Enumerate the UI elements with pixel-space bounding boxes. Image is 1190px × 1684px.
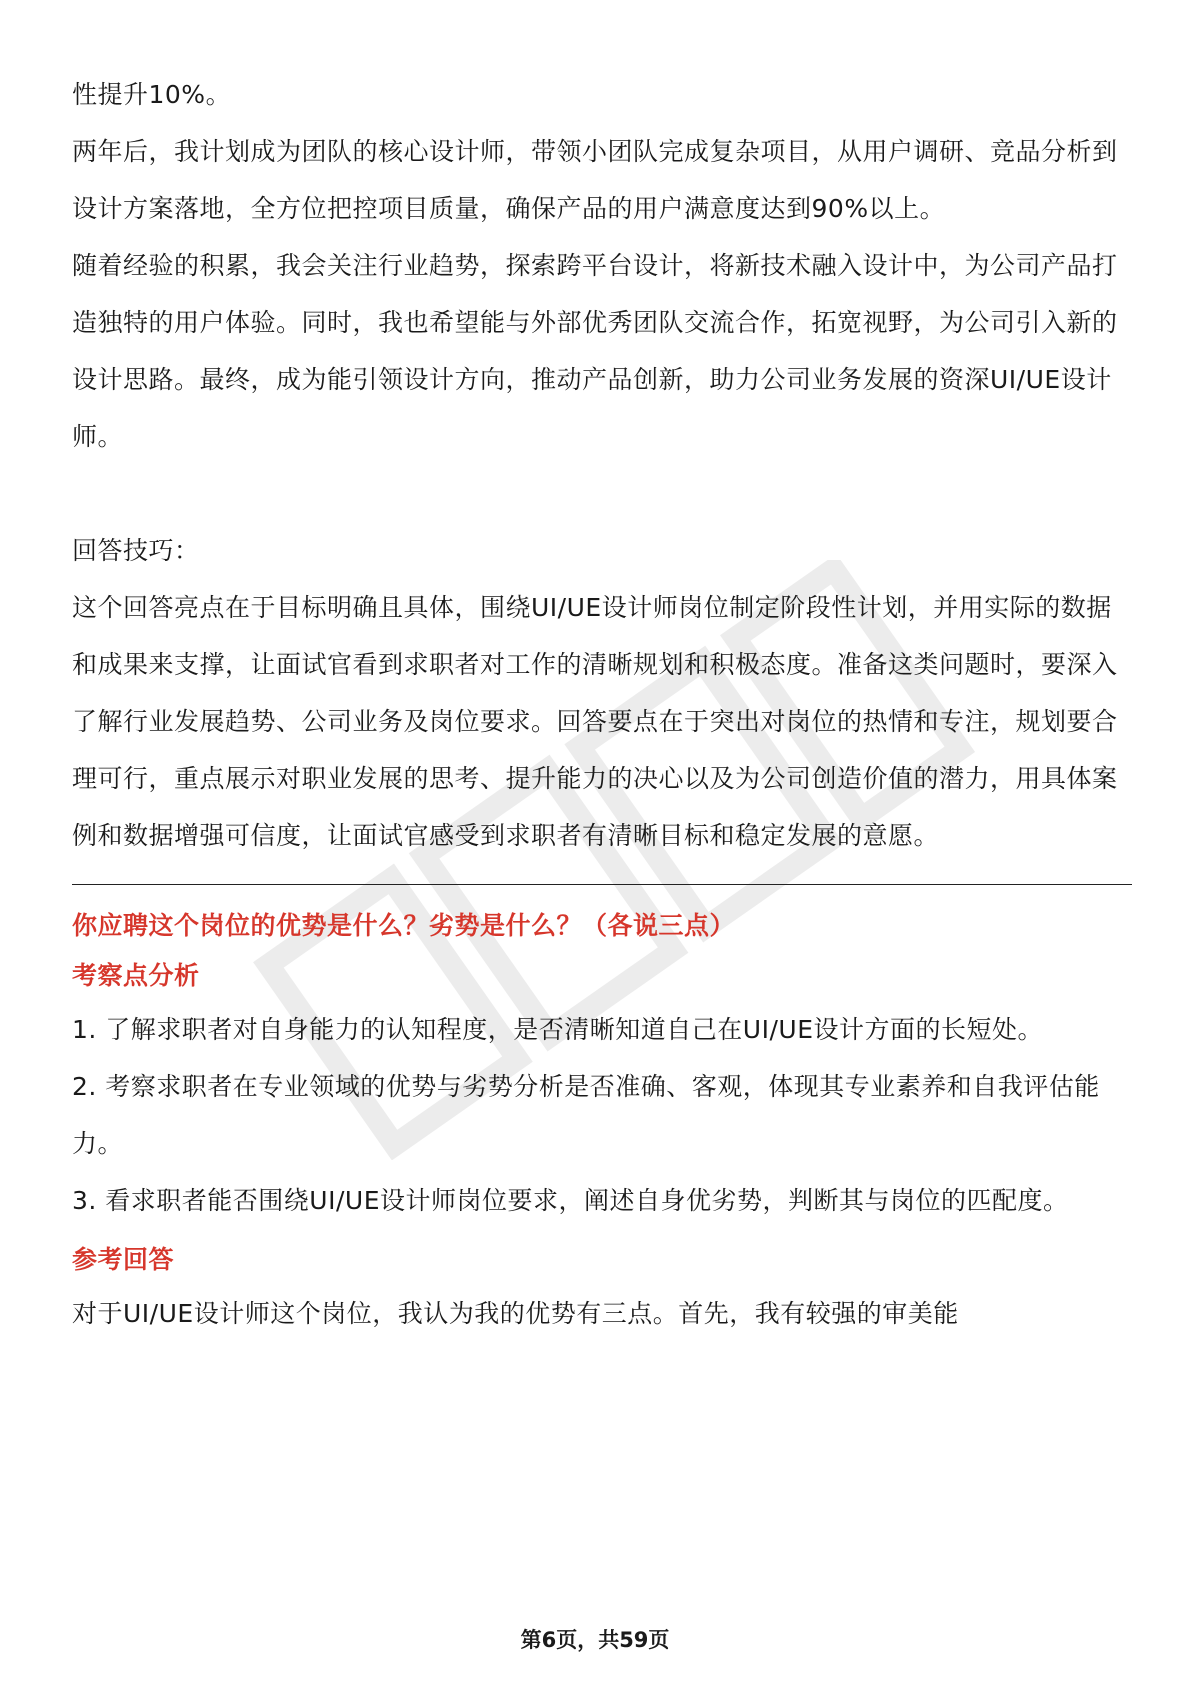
blank-line — [72, 465, 1132, 522]
paragraph-long-term-plan: 随着经验的积累，我会关注行业趋势，探索跨平台设计，将新技术融入设计中，为公司产品打造独特的用户体验。同时，我也希望能与外部优秀团队交流合作，拓宽视野，为公司引入新的设计思路。最终，成为能引领设计方向，推动产品创新，助力公司业务发展的资深UI/UE设计师。 — [72, 251, 1118, 451]
paragraph-two-year-plan: 两年后，我计划成为团队的核心设计师，带领小团队完成复杂项目，从用户调研、竞品分析到设计方案落地，全方位把控项目质量，确保产品的用户满意度达到90%以上。 — [72, 137, 1118, 223]
question-title: 你应聘这个岗位的优势是什么？劣势是什么？（各说三点） — [72, 911, 736, 940]
reference-body: 对于UI/UE设计师这个岗位，我认为我的优势有三点。首先，我有较强的审美能 — [72, 1299, 959, 1328]
reference-heading: 参考回答 — [72, 1245, 175, 1274]
analysis-item-2: 2. 考察求职者在专业领域的优势与劣势分析是否准确、客观，体现其专业素养和自我评估能力。 — [72, 1072, 1100, 1158]
page-number: 第6页，共59页 — [520, 1628, 670, 1652]
analysis-item-3: 3. 看求职者能否围绕UI/UE设计师岗位要求，阐述自身优劣势，判断其与岗位的匹配度。 — [72, 1186, 1069, 1215]
document-page — [72, 66, 1132, 1342]
tips-body: 这个回答亮点在于目标明确且具体，围绕UI/UE设计师岗位制定阶段性计划，并用实际的数据和成果来支撑，让面试官看到求职者对工作的清晰规划和积极态度。准备这类问题时，要深入了解行业发展趋势、公司业务及岗位要求。回答要点在于突出对岗位的热情和专注，规划要合理可行，重点展示对职业发展的思考、提升能力的决心以及为公司创造价值的潜力，用具体案例和数据增强可信度，让面试官感受到求职者有清晰目标和稳定发展的意愿。 — [72, 593, 1118, 850]
analysis-item-1: 1. 了解求职者对自身能力的认知程度，是否清晰知道自己在UI/UE设计方面的长短处。 — [72, 1015, 1043, 1044]
analysis-heading: 考察点分析 — [72, 961, 200, 990]
section-divider — [72, 884, 1132, 885]
paragraph-continuation: 性提升10%。 — [72, 80, 232, 109]
tips-label: 回答技巧： — [72, 536, 200, 565]
